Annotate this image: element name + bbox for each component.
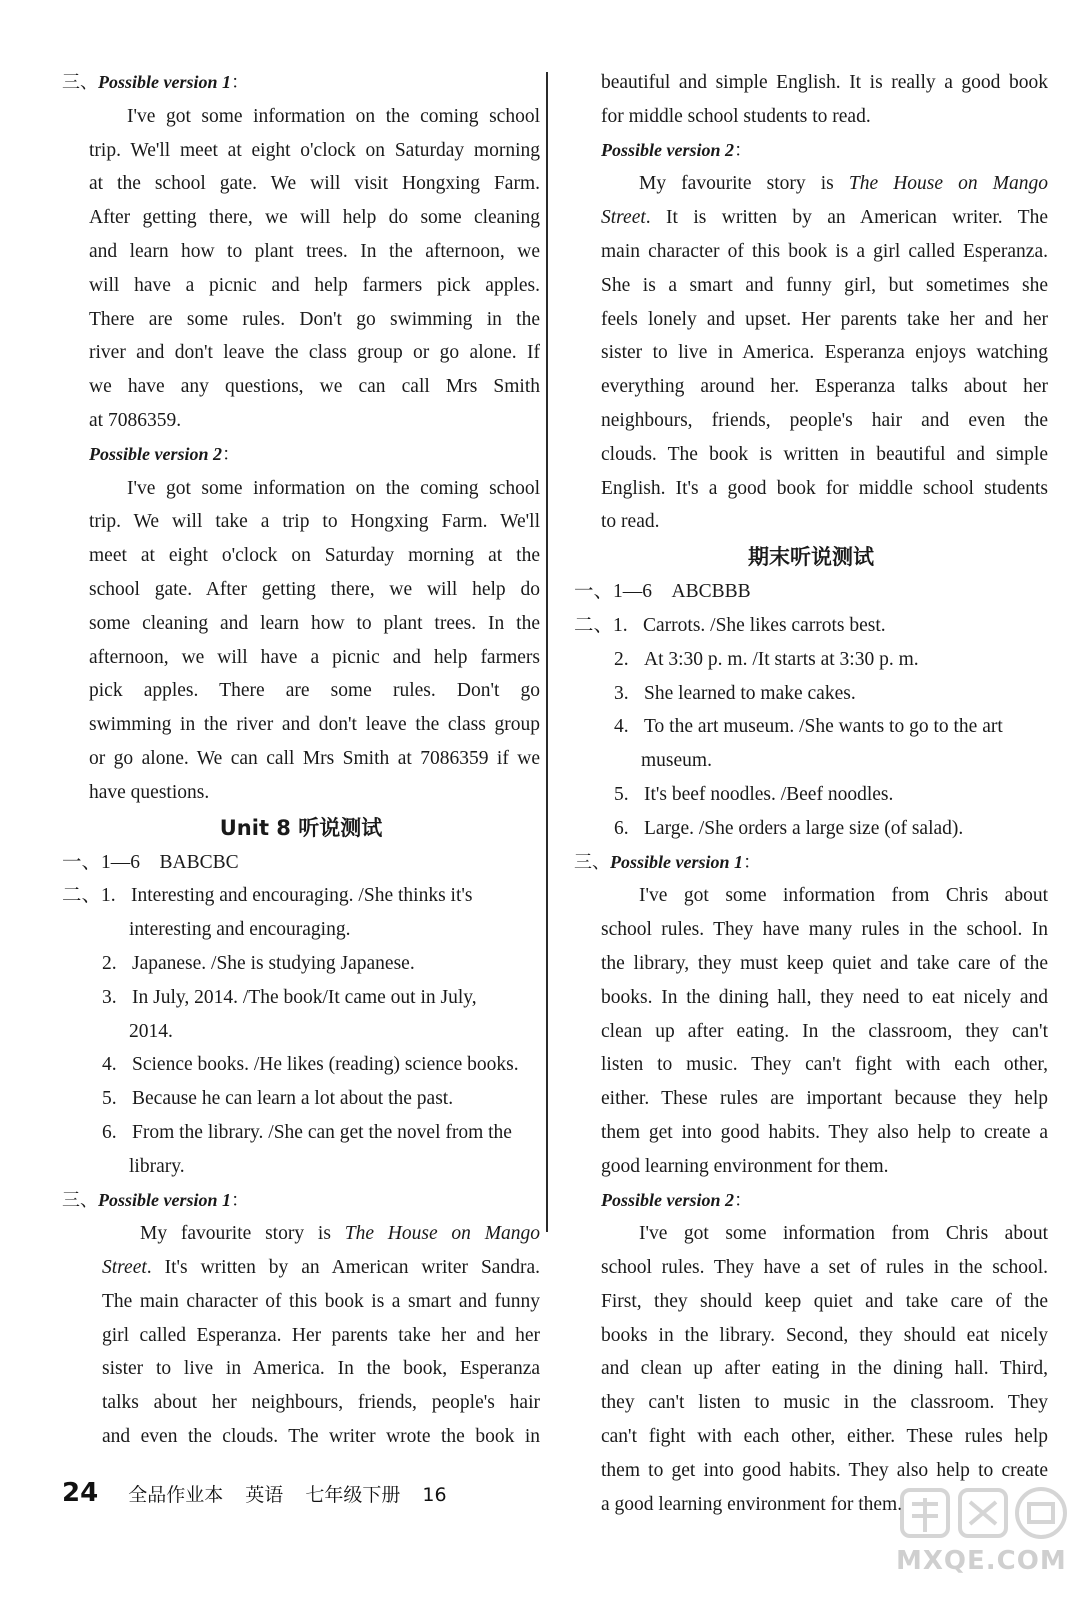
final-section-3-header: 三、Possible version 1： [574, 851, 761, 872]
essay-line: books in the library. Second, they should eat nicely [601, 1324, 1048, 1346]
essay-line: at 7086359. [89, 409, 182, 431]
essay-line: either. These rules are important because they help [601, 1088, 1048, 1110]
essay-line: school rules. They have a set of rules in the school. [601, 1257, 1048, 1279]
essay-line: them to get into good habits. They also help to create [601, 1459, 1048, 1481]
essay-line: clouds. The book is written in beautiful and simple [601, 443, 1048, 465]
essay-line: school rules. They have many rules in the school. In [601, 919, 1048, 941]
essay-line: books. In the dining hall, they need to eat nicely and [601, 986, 1048, 1008]
essay-line: or go alone. We can call Mrs Smith at 7086359 if we [89, 747, 540, 769]
essay-line: and learn how to plant trees. In the afternoon, we [89, 240, 540, 262]
final-section-2: 二、1. Carrots. /She likes carrots best. 2. At 3:30 p. m. /It starts at 3:30 p. m. 3. She learned to make cakes. 4. To the art museum. /She wants to go to the art museum. 5. It's beef noodles. /Beef noodles. 6. Large. /She orders a large size (of salad). [574, 609, 1048, 846]
unit-8-section-3-header: 三、Possible version 1： [62, 1189, 249, 1210]
final-essay-version-1 [574, 879, 1048, 1183]
right-column [574, 66, 1048, 1521]
book-title: Street [102, 1257, 147, 1279]
possible-version-2-header: Possible version 2： [89, 443, 240, 464]
essay-line: afternoon, we will have a picnic and help farmers [89, 646, 540, 668]
grade-label: 七年级下册 [305, 1484, 401, 1506]
possible-version-1-label: Possible version 1 [98, 72, 231, 92]
essay-line: them get into good habits. They also help to create a [601, 1121, 1048, 1143]
essay-line: will have a picnic and help farmers pick apples. [89, 274, 540, 296]
essay-line: My favourite story is The House on Mango [639, 173, 1048, 195]
answer-line: 2014. [129, 1020, 173, 1042]
essay-line: meet at eight o'clock on Saturday morning at the [89, 545, 540, 567]
answer-line: museum. [641, 750, 712, 772]
essay-line: a good learning environment for them. [601, 1493, 903, 1515]
essay-line: some cleaning and learn how to plant trees. In the [89, 612, 540, 634]
left-column [62, 66, 540, 1454]
watermark-url: MXQE.COM [896, 1546, 1067, 1576]
answer-line: At 3:30 p. m. /It starts at 3:30 p. m. [644, 648, 919, 670]
book-title: The House on Mango [848, 173, 1048, 195]
essay-line: pick apples. There are some rules. Don't go [89, 680, 540, 702]
book-title: The House on Mango [344, 1223, 540, 1245]
essay-line: Street. It's written by an American writer Sandra. [102, 1257, 540, 1279]
essay-version-2 [62, 472, 540, 810]
essay-line: After getting there, we will help do some cleaning [89, 207, 540, 229]
possible-version-1-label: Possible version 1 [98, 1189, 231, 1210]
essay-line: listen to music. They can't fight with each other, [601, 1054, 1048, 1076]
answer-line: Carrots. /She likes carrots best. [643, 614, 886, 636]
essay-line: There are some rules. Don't go swimming in the [89, 308, 540, 330]
essay-line: river and don't leave the class group or go alone. If [89, 342, 540, 364]
answer-line: To the art museum. /She wants to go to the art [644, 716, 1003, 738]
essay-line: can't fight with each other, either. These rules help [601, 1426, 1048, 1448]
possible-version-1-label: Possible version 1 [610, 851, 743, 872]
essay-line: English. It's a good book for middle school students [601, 477, 1048, 499]
possible-version-2-label: Possible version 2 [89, 443, 222, 464]
answer-line: Science books. /He likes (reading) science books. [132, 1054, 519, 1076]
possible-version-2-label: Possible version 2 [601, 1189, 734, 1210]
essay-line: have questions. [89, 781, 210, 803]
essay-line: everything around her. Esperanza talks about her [601, 376, 1048, 398]
book-name: 全品作业本 [128, 1484, 224, 1506]
essay-line: trip. We will take a trip to Hongxing Farm. We'll [89, 511, 540, 533]
page-footer [62, 1478, 447, 1508]
answer-line: Large. /She orders a large size (of salad). [644, 817, 964, 839]
essay-line: The main character of this book is a smart and funny [102, 1290, 540, 1312]
essay-line: they can't listen to music in the classroom. They [601, 1392, 1048, 1414]
answer-line: She learned to make cakes. [644, 682, 856, 704]
essay-line: talks about her neighbours, friends, people's hair [102, 1392, 540, 1414]
essay-line: we have any questions, we can call Mrs Smith [89, 376, 540, 398]
essay-line: trip. We'll meet at eight o'clock on Saturday morning [89, 139, 540, 161]
essay-line: girl called Esperanza. Her parents take her and her [102, 1324, 540, 1346]
essay-line: sister to live in America. In the book, Esperanza [102, 1358, 540, 1380]
unit-8-essay-version-2 [574, 167, 1048, 539]
essay-version-1 [62, 100, 540, 438]
possible-version-2-header: Possible version 2： [601, 139, 752, 160]
essay-line: She is a smart and funny girl, but sometimes she [601, 274, 1048, 296]
essay-line: neighbours, friends, people's hair and even the [601, 409, 1048, 431]
final-test-heading: 期末听说测试 [748, 545, 874, 570]
essay-line: swimming in the river and don't leave the class group [89, 714, 540, 736]
essay-line: to read. [601, 511, 660, 533]
answer-line: library. [129, 1155, 185, 1177]
answer-line: In July, 2014. /The book/It came out in July, [132, 986, 477, 1008]
column-divider [546, 72, 548, 1232]
essay-line: main character of this book is a girl called Esperanza. [601, 240, 1048, 262]
final-essay-version-2 [574, 1217, 1048, 1521]
essay-line: My favourite story is The House on Mango [140, 1223, 540, 1245]
essay-line: feels lonely and upset. Her parents take her and her [601, 308, 1048, 330]
essay-line: I've got some information from Chris about [639, 885, 1048, 907]
subject-name: 英语 [245, 1484, 284, 1506]
final-section-1-answers: 一、1—6 ABCBBB [574, 581, 751, 603]
essay-line: I've got some information from Chris about [639, 1223, 1048, 1245]
answer-line: Because he can learn a lot about the past. [132, 1088, 454, 1110]
essay-line: for middle school students to read. [601, 105, 871, 127]
watermark-logo [896, 1484, 1076, 1584]
essay-line: sister to live in America. Esperanza enjoys watching [601, 342, 1048, 364]
essay-line: and even the clouds. The writer wrote the book in [102, 1426, 540, 1448]
answer-line: interesting and encouraging. [129, 919, 351, 941]
unit-8-essay [62, 1217, 540, 1454]
answer-circle-logo-icon [896, 1484, 1076, 1548]
page-number: 24 [62, 1478, 99, 1508]
unit-8-section-1-answers: 一、1—6 BABCBC [62, 851, 239, 873]
section-3-header: 三、Possible version 1： [62, 72, 249, 92]
essay-line: I've got some information on the coming school [127, 105, 540, 127]
essay-line: First, they should keep quiet and take care of the [601, 1290, 1048, 1312]
essay-line: I've got some information on the coming school [127, 477, 540, 499]
unit-8-section-2: 二、1. Interesting and encouraging. /She thinks it's interesting and encouraging. 2. Japanese. /She is studying Japanese. 3. In July, 2014. /The book/It came out in July, 2014. 4. Science books. /He likes (reading) science books. 5. Because he can learn a lot about the past. 6. From the library. /She can get the novel from the library. [62, 879, 540, 1183]
answer-line: Interesting and encouraging. /She thinks it's [131, 885, 473, 907]
answer-line: Japanese. /She is studying Japanese. [132, 952, 415, 974]
essay-line: school gate. After getting there, we will help do [89, 578, 540, 600]
possible-version-2-label: Possible version 2 [601, 139, 734, 160]
essay-line: beautiful and simple English. It is really a good book [601, 72, 1048, 93]
section-number: 三、 [62, 72, 98, 92]
footer-code: 16 [422, 1484, 447, 1506]
unit-8-heading: Unit 8 听说测试 [219, 815, 383, 840]
book-title: Street [601, 207, 646, 229]
essay-line: Street. It is written by an American writer. The [601, 207, 1048, 229]
answer-line: From the library. /She can get the novel from the [132, 1121, 512, 1143]
essay-line: and clean up after eating in the dining hall. Third, [601, 1358, 1048, 1380]
essay-line: the library, they must keep quiet and take care of the [601, 952, 1048, 974]
essay-line: clean up after eating. In the classroom, they can't [601, 1020, 1048, 1042]
essay-line: at the school gate. We will visit Hongxing Farm. [89, 173, 540, 195]
essay-line: good learning environment for them. [601, 1155, 889, 1177]
final-possible-version-2-header: Possible version 2： [601, 1189, 752, 1210]
answer-line: It's beef noodles. /Beef noodles. [644, 783, 894, 805]
